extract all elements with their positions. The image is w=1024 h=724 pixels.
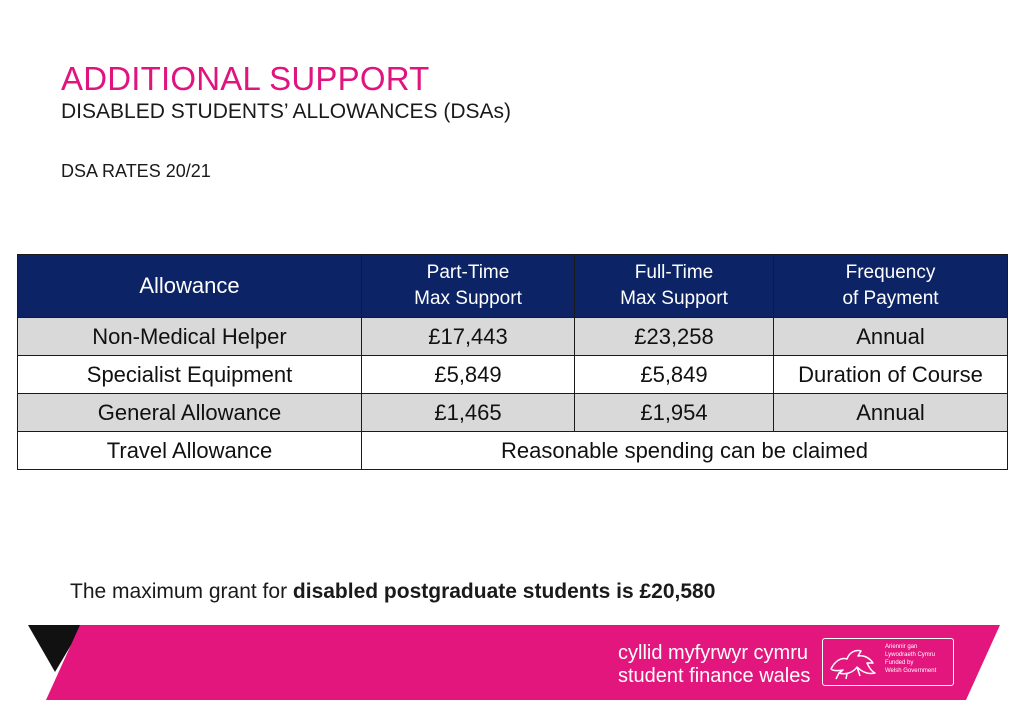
cell-part-time: £5,849 [362, 356, 575, 394]
cell-allowance: Specialist Equipment [18, 356, 362, 394]
table-row [18, 318, 1008, 356]
cell-full-time: £5,849 [575, 356, 774, 394]
footnote-bold: disabled postgraduate students is £20,580 [292, 580, 716, 603]
rates-label: DSA RATES 20/21 [61, 161, 211, 181]
table-row [18, 394, 1008, 432]
brand-line-english: student finance wales [618, 665, 811, 687]
cell-frequency: Duration of Course [774, 356, 1008, 394]
page-title: ADDITIONAL SUPPORT [61, 60, 430, 97]
cell-full-time: £1,954 [575, 394, 774, 432]
dsa-rates-table [17, 254, 1008, 470]
footnote-prefix: The maximum grant for [70, 580, 293, 603]
cell-merged-note: Reasonable spending can be claimed [362, 432, 1008, 470]
welsh-government-logo [822, 638, 954, 686]
brand-line-welsh: cyllid myfyrwyr cymru [618, 642, 808, 664]
header-frequency: Frequency of Payment [774, 255, 1008, 318]
cell-frequency: Annual [774, 318, 1008, 356]
cell-part-time: £1,465 [362, 394, 575, 432]
cell-full-time: £23,258 [575, 318, 774, 356]
brand-wordmark [618, 642, 810, 688]
dragon-icon [827, 643, 879, 681]
footnote [70, 580, 715, 604]
header-allowance: Allowance [18, 255, 362, 318]
page-subtitle: DISABLED STUDENTS’ ALLOWANCES (DSAs) [61, 100, 512, 123]
cell-allowance: Non-Medical Helper [18, 318, 362, 356]
table-row [18, 356, 1008, 394]
cell-allowance: General Allowance [18, 394, 362, 432]
cell-part-time: £17,443 [362, 318, 575, 356]
crest-text: Ariennir gan Lywodraeth Cymru Funded by Welsh Government [885, 644, 937, 674]
table-row [18, 432, 1008, 470]
header-part-time: Part-Time Max Support [362, 255, 575, 318]
table-header-row [18, 255, 1008, 318]
header-full-time: Full-Time Max Support [575, 255, 774, 318]
cell-frequency: Annual [774, 394, 1008, 432]
cell-allowance: Travel Allowance [18, 432, 362, 470]
